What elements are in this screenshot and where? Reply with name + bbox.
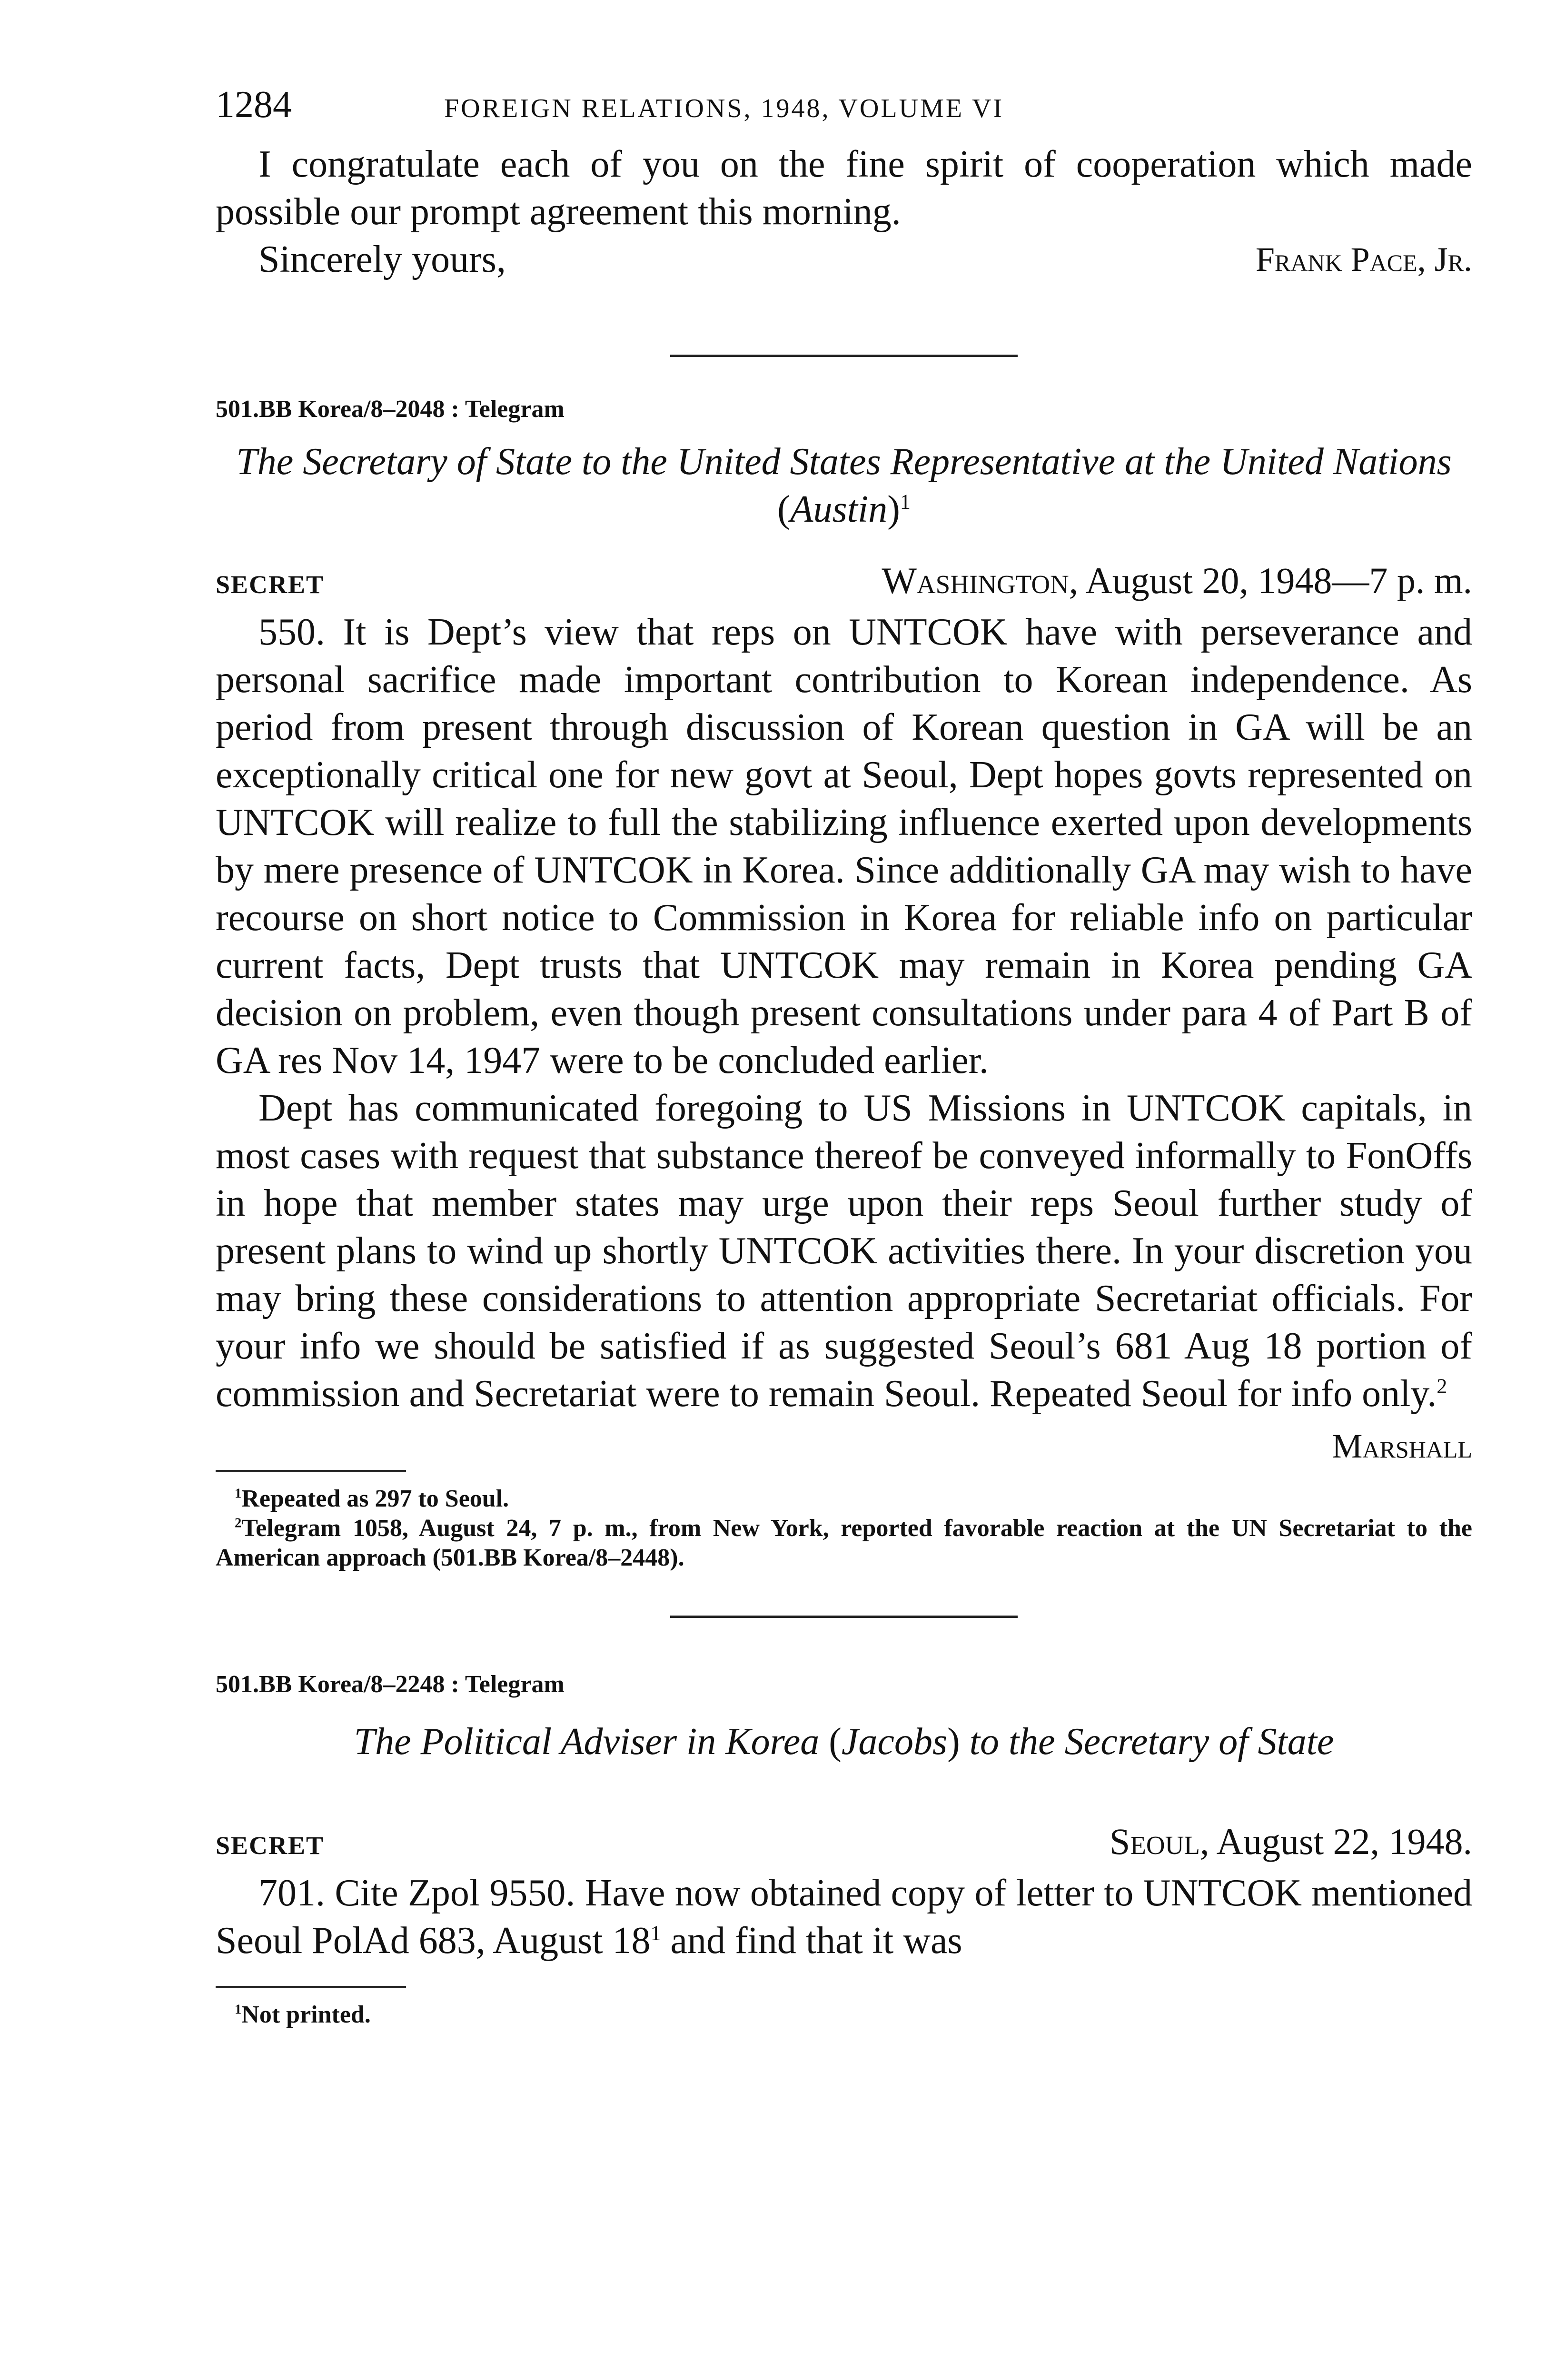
document-title: The Political Adviser in Korea (Jacobs) to the Secretary of State	[354, 1721, 1334, 1763]
classification-label: SECRET	[216, 570, 325, 599]
document-page	[216, 83, 1472, 2030]
date: , August 20, 1948—7 p. m.	[1069, 560, 1472, 601]
dateline	[216, 1818, 1472, 1869]
footnote: $^2$Telegram 1058, August 24, 7 p. m., from New York, reported favorable reaction at the UN Secretariat to the American approach (501.BB Korea/8–2448).	[216, 1515, 1472, 1571]
place-date	[1110, 1818, 1472, 1865]
date: , August 22, 1948.	[1199, 1821, 1472, 1862]
salutation: Sincerely yours,	[258, 238, 506, 280]
dateline	[216, 557, 1472, 608]
title-text: to the Secretary of State	[969, 1721, 1334, 1763]
footnote-ref: 2	[1437, 1374, 1447, 1398]
place: Seoul	[1109, 1821, 1200, 1862]
place: Washington	[882, 560, 1069, 601]
page-header	[216, 83, 1472, 140]
body-paragraph: 701. Cite Zpol 9550. Have now obtained copy of letter to UNTCOK mentioned Seoul PolAd 683, August $18^1$ and find that it was	[216, 1872, 1472, 1962]
signature-pace: Frank Pace, Jr.	[1255, 240, 1472, 278]
footnote: $^1$Repeated as 297 to Seoul.	[235, 1485, 509, 1512]
footnote-ref: 1	[900, 490, 911, 514]
body-paragraph: Dept has communicated foregoing to US Missions in UNTCOK capitals, in most cases with request that substance thereof be conveyed informally to FonOffs in hope that member states may urge upon their reps Seoul further study of present plans to wind up shortly UNTCOK activities there. In your discretion you may bring these considerations to attention appropriate Secretariat officials. For your info we should be satisfied if as suggested Seoul’s 681 Aug 18 portion of commission and Secretariat were to remain Seoul. Repeated Seoul for info only.$^2$	[216, 1087, 1472, 1415]
document-title: The Secretary of State to the United States Representative at the United Nations (Austin)$^1$	[236, 441, 1452, 530]
title-name: Jacobs	[841, 1721, 948, 1763]
running-head: FOREIGN RELATIONS, 1948, VOLUME VI	[444, 94, 1004, 123]
file-reference: 501.BB Korea/8–2248 : Telegram	[216, 1671, 565, 1698]
closing-paragraph: I congratulate each of you on the fine spirit of cooperation which made possible our prompt agreement this morning.	[216, 143, 1472, 233]
body-paragraph: 550. It is Dept’s view that reps on UNTCOK have with perseverance and personal sacrifice made important contribution to Korean independence. As period from present through discussion of Korean question in GA will be an exceptionally critical one for new govt at Seoul, Dept hopes govts represented on UNTCOK will realize to full the stabilizing influence exerted upon developments by mere presence of UNTCOK in Korea. Since additionally GA may wish to have recourse on short notice to Commission in Korea for reliable info on particular current facts, Dept trusts that UNTCOK may remain in Korea pending GA decision on problem, even though present consultations under para 4 of Part B of GA res Nov 14, 1947 were to be concluded earlier.	[216, 611, 1472, 1081]
title-name: Austin	[790, 488, 888, 530]
place-date	[882, 557, 1472, 605]
footnote-ref: 1	[650, 1921, 661, 1945]
signature-marshall: Marshall	[1332, 1427, 1472, 1465]
title-text: The Secretary of State to the United States Representative at the United Nations	[236, 441, 1452, 483]
classification-label: SECRET	[216, 1831, 325, 1860]
page-number: 1284	[216, 84, 292, 126]
footnote: $^1$Not printed.	[235, 2001, 371, 2028]
title-text: The Political Adviser in Korea	[354, 1721, 820, 1763]
closing-signoff	[216, 236, 1472, 283]
file-reference: 501.BB Korea/8–2048 : Telegram	[216, 396, 565, 423]
